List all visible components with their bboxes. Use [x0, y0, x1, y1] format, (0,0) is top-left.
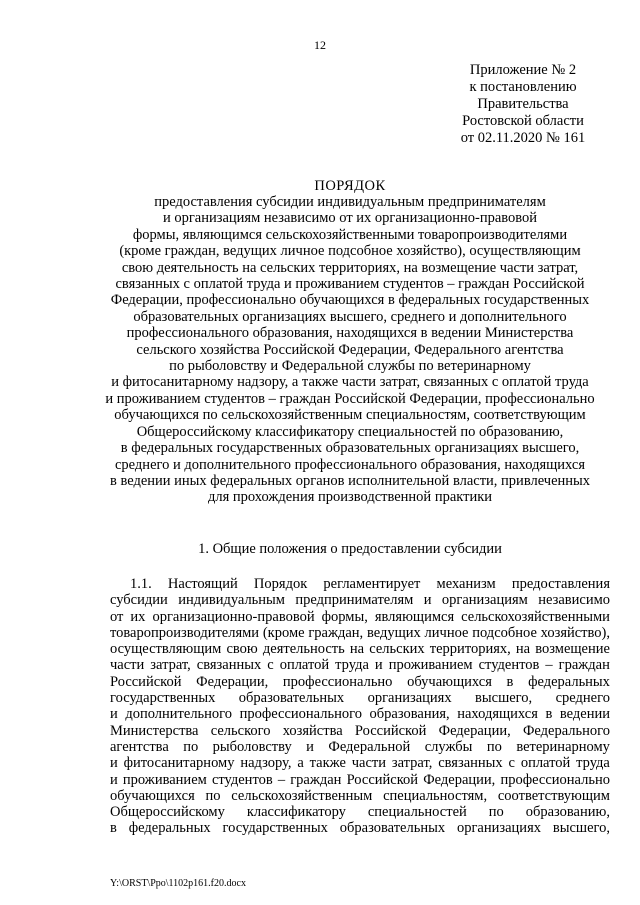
body-word: обучающихся	[407, 673, 492, 690]
body-line	[110, 723, 610, 739]
body-word: связанных	[438, 755, 503, 772]
body-word: рыболовству	[212, 738, 292, 755]
body-word: ведении	[559, 706, 610, 723]
subtitle-line: Общероссийскому классификатору специальностей по образованию,	[136, 423, 564, 440]
subtitle-line: обучающихся по сельскохозяйственным специальностям, соответствующим	[114, 407, 586, 424]
body-word: специальностям,	[383, 787, 488, 804]
subtitle-line: сельского хозяйства Российской Федерации, Федерального агентства	[136, 341, 564, 358]
body-word: затрат,	[150, 657, 191, 674]
body-word: Российской	[110, 673, 182, 690]
body-word: профессионального	[239, 706, 362, 723]
body-word: проживанием	[122, 771, 207, 788]
body-word: –	[277, 771, 286, 788]
body-word: по	[205, 787, 221, 804]
body-word: а	[297, 755, 304, 772]
section-heading: 1. Общие положения о предоставлении субсидии	[198, 541, 502, 557]
body-word: на	[349, 641, 365, 658]
annex-line: Правительства	[477, 96, 569, 112]
page-number: 12	[314, 38, 326, 52]
annex-line: Ростовской области	[462, 113, 584, 129]
body-word: труда	[576, 755, 610, 772]
body-word: Федеральной	[328, 738, 411, 755]
subtitle-line: свою деятельность на сельских территориях, на возмещение части затрат,	[121, 259, 579, 276]
body-word: образовательных	[339, 820, 446, 837]
body-word: оплатой	[279, 657, 330, 674]
body-word: предоставления	[511, 576, 610, 592]
body-word: предпринимателям	[295, 592, 414, 609]
body-word: высшего,	[552, 820, 610, 837]
body-word: труда	[335, 657, 369, 674]
body-word: механизм	[436, 576, 496, 592]
body-word: соответствующим	[497, 787, 610, 804]
body-line	[110, 706, 610, 722]
body-word: с	[508, 755, 515, 772]
body-word: осуществляющим	[110, 641, 222, 658]
body-word: Федерации,	[196, 673, 269, 690]
subtitle-line: и проживанием студентов – граждан Российской Федерации, профессионально	[105, 390, 595, 407]
body-line	[110, 592, 610, 608]
body-word: Федерального	[522, 722, 610, 739]
body-word: ведущих	[366, 624, 421, 641]
body-word: студентов	[211, 771, 273, 788]
body-word: деятельность	[262, 641, 345, 658]
body-word: Российской	[346, 771, 419, 788]
subtitle-line: образовательных организациях высшего, среднего и дополнительного	[133, 308, 567, 325]
body-word: обучающихся	[110, 787, 195, 804]
body-word: и	[110, 706, 118, 723]
body-word: хозяйства	[282, 722, 343, 739]
body-word: фитосанитарному	[123, 755, 235, 772]
subtitle-line: (кроме граждан, ведущих личное подсобное хозяйство), осуществляющим	[119, 243, 581, 260]
subtitle-line: профессионального образования, находящихся в ведении Министерства	[126, 325, 574, 342]
body-word: и	[306, 738, 314, 755]
body-word: –	[545, 657, 553, 674]
body-word: сельскохозяйственным	[231, 787, 373, 804]
body-word: являющимся	[374, 608, 455, 625]
body-word: граждан	[558, 657, 610, 674]
subtitle-line: связанных с оплатой труда и проживанием студентов – граждан Российской	[115, 276, 585, 293]
body-word: сельских	[369, 641, 425, 658]
body-word: оплатой	[520, 755, 571, 772]
body-line	[110, 625, 610, 641]
body-word: также	[309, 755, 346, 772]
body-word: хозяйство),	[540, 624, 610, 641]
body-word: по	[183, 738, 199, 755]
body-word: находящихся	[457, 706, 538, 723]
body-word: граждан,	[308, 624, 364, 641]
body-word: специальностей	[367, 804, 467, 821]
annex-block	[448, 62, 598, 147]
body-word: Федерации,	[423, 771, 496, 788]
body-word: личное	[424, 624, 469, 641]
body-word: граждан	[290, 771, 342, 788]
body-word: Российской	[354, 722, 427, 739]
body-word: Порядок	[253, 576, 308, 592]
body-word: территориях,	[429, 641, 511, 658]
body-word: сельского	[210, 722, 271, 739]
body-line	[110, 755, 610, 771]
body-line	[110, 804, 610, 820]
body-word: связанных	[196, 657, 262, 674]
body-word: федеральных	[128, 820, 211, 837]
body-word: организациях	[456, 820, 541, 837]
body-word: профессионально	[500, 771, 610, 788]
body-word: с	[267, 657, 274, 674]
body-word: среднего	[555, 690, 610, 707]
body-word: в	[110, 820, 117, 837]
annex-line: от 02.11.2020 № 161	[460, 130, 586, 146]
file-path-footer: Y:\ORST\Ppo\1102p161.f20.docx	[110, 878, 246, 889]
body-word: регламентирует	[323, 576, 421, 592]
body-word: формы,	[321, 608, 368, 625]
subtitle-line: и фитосанитарному надзору, а также части затрат, связанных с оплатой труда	[111, 374, 589, 391]
subtitle-line: формы, являющимся сельскохозяйственными товаропроизводителями	[132, 226, 568, 243]
body-word: части	[110, 657, 145, 674]
body-line	[110, 657, 610, 673]
body-word: товаропроизводителями	[110, 624, 260, 641]
body-line	[110, 641, 610, 657]
body-word: на	[515, 641, 531, 658]
subtitle-line: Федерации, профессионально обучающихся в федеральных государственных	[110, 292, 590, 309]
body-word: службы	[424, 738, 473, 755]
subtitle-line: среднего и дополнительного профессионального образования, находящихся	[115, 456, 585, 473]
body-word: Настоящий	[167, 576, 238, 592]
body-word: образованию,	[525, 804, 610, 821]
body-word: индивидуальным	[178, 592, 285, 609]
body-word: по	[488, 804, 504, 821]
subtitle-line: в федеральных государственных образовательных организациях высшего,	[120, 440, 580, 457]
body-word: высшего,	[475, 690, 533, 707]
body-word: затрат,	[391, 755, 433, 772]
body-word: (кроме	[262, 624, 305, 641]
body-line	[110, 690, 610, 706]
body-word: от	[110, 608, 124, 625]
body-paragraph	[110, 576, 610, 837]
body-word: проживанием	[388, 657, 473, 674]
body-word: Общероссийскому	[110, 804, 225, 821]
body-word: их	[130, 608, 146, 625]
body-word: Министерства	[110, 722, 199, 739]
body-word: части	[351, 755, 387, 772]
body-word: государственных	[110, 690, 216, 707]
body-line	[110, 739, 610, 755]
subtitle-line: по рыболовству и Федеральной службы по ветеринарному	[169, 358, 531, 375]
document-subtitle	[60, 194, 640, 506]
document-title: ПОРЯДОК	[314, 178, 386, 194]
body-word: и	[423, 592, 432, 609]
body-word: подсобное	[472, 624, 537, 641]
body-word: независимо	[538, 592, 610, 609]
body-word: государственных	[222, 820, 328, 837]
body-word: образовательных	[238, 690, 345, 707]
body-word: профессионально	[282, 673, 393, 690]
body-line	[110, 788, 610, 804]
subtitle-line: и организациям независимо от их организационно-правовой	[162, 210, 538, 227]
body-word: и	[374, 657, 383, 674]
body-line	[110, 576, 610, 592]
body-word: в	[545, 706, 553, 723]
subtitle-line: предоставления субсидии индивидуальным предпринимателям	[154, 194, 546, 210]
body-word: свою	[226, 641, 258, 658]
body-word: студентов	[478, 657, 540, 674]
body-word: организациях	[367, 690, 452, 707]
body-line	[110, 772, 610, 788]
subtitle-line: в ведении иных федеральных органов исполнительной власти, привлеченных	[109, 472, 591, 489]
body-word: 1.1.	[130, 576, 152, 592]
annex-line: к постановлению	[469, 79, 577, 95]
body-word: возмещение	[535, 641, 610, 658]
body-line	[110, 609, 610, 625]
body-word: по	[486, 738, 502, 755]
body-word: организационно-правовой	[152, 608, 315, 625]
body-word: и	[110, 771, 118, 788]
body-word: в	[506, 673, 514, 690]
body-word: классификатору	[246, 804, 346, 821]
annex-line: Приложение № 2	[469, 62, 577, 78]
body-word: образования,	[369, 706, 450, 723]
body-line	[110, 674, 610, 690]
body-word: федеральных	[528, 673, 610, 690]
body-word: и	[110, 755, 118, 772]
body-word: сельскохозяйственными	[461, 608, 610, 625]
body-word: дополнительного	[125, 706, 233, 723]
subtitle-line: для прохождения производственной практики	[207, 489, 493, 506]
body-word: организациям	[441, 592, 528, 609]
body-word: агентства	[110, 738, 169, 755]
body-word: ветеринарному	[516, 738, 610, 755]
body-line	[110, 820, 610, 836]
body-word: надзору,	[240, 755, 292, 772]
body-word: Федерации,	[438, 722, 511, 739]
body-word: субсидии	[110, 592, 168, 609]
